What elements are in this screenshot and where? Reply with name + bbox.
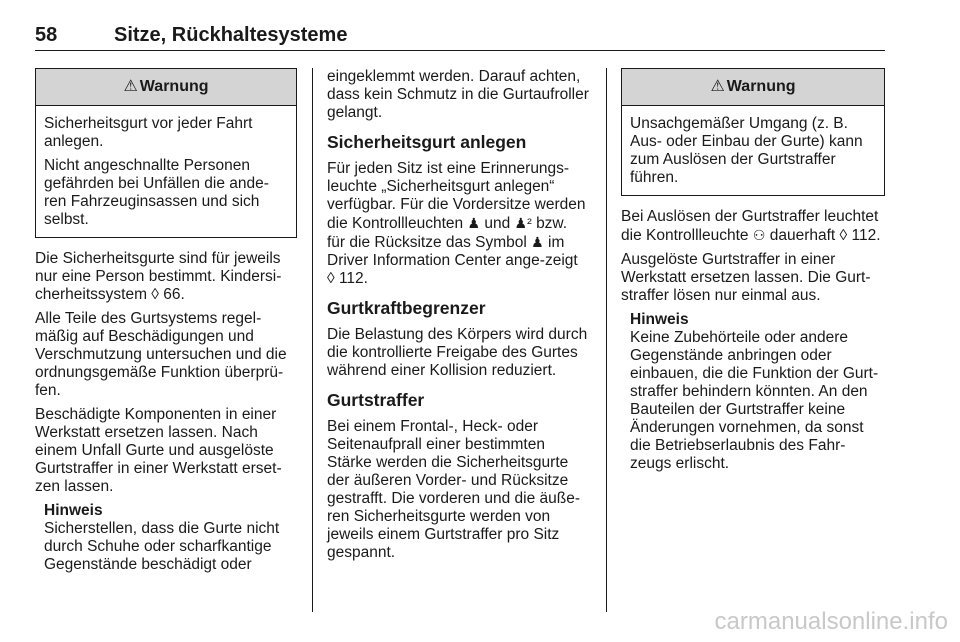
column-divider: [606, 68, 607, 612]
note-text: Keine Zubehörteile oder andere Gegenstände anbringen oder einbauen, die die Funktion der Gurt-straffer behindern könnten. An den Bauteilen der Gurtstraffer keine Änderungen vornehmen, da sonst die Betriebserlaubnis des Fahr-zeugs erlischt.: [630, 329, 879, 472]
warning-text: Nicht angeschnallte Personen gefährden bei Unfällen die ande-ren Fahrzeuginsassen und sich selbst.: [44, 157, 269, 228]
column-1: [35, 68, 297, 574]
note-title: Hinweis: [630, 311, 689, 328]
warning-box: [35, 68, 297, 238]
note-box: [630, 311, 885, 473]
seatbelt-reminder-icon: ♟: [531, 234, 544, 250]
paragraph: Ausgelöste Gurtstraffer in einer Werkstatt ersetzen lassen. Die Gurt-straffer lösen nur einmal aus.: [621, 251, 871, 304]
section-heading: Gurtstraffer: [327, 390, 425, 410]
watermark: carmanualsonline.info: [714, 608, 948, 635]
warning-title: Warnung: [726, 78, 796, 95]
paragraph: Die Belastung des Körpers wird durch die kontrollierte Freigabe des Gurtes während einer Kollision reduziert.: [327, 326, 588, 379]
warning-text: Sicherheitsgurt vor jeder Fahrt anlegen.: [44, 115, 253, 150]
seatbelt-reminder-2-icon: ♟²: [514, 215, 532, 231]
paragraph: Bei Auslösen der Gurtstraffer leuchtet die Kontrollleuchte ⚇ dauerhaft ◊ 112.: [621, 208, 881, 244]
warning-body: [622, 106, 884, 195]
paragraph: Bei einem Frontal-, Heck- oder Seitenaufprall einer bestimmten Stärke werden die Sicherheitsgurte der äußeren Vorder- und Rücksitze gestrafft. Die vorderen und die äuße-ren Sicherheitsgurte werden von jeweils einem Gurtstraffer pro Sitz gespannt.: [327, 418, 581, 561]
warning-header: [622, 69, 884, 106]
note-text: Sicherstellen, dass die Gurte nicht durch Schuhe oder scharfkantige Gegenstände beschädigt oder: [44, 520, 280, 573]
airbag-pretensioner-icon: ⚇: [752, 227, 766, 243]
warning-body: [36, 106, 296, 237]
warning-triangle-icon: ⚠: [710, 78, 725, 95]
warning-triangle-icon: ⚠: [123, 78, 138, 95]
chapter-title: Sitze, Rückhaltesysteme: [114, 24, 348, 46]
paragraph: Für jeden Sitz ist eine Erinnerungs-leuchte „Sicherheitsgurt anlegen“ verfügbar. Für die Vordersitze werden die Kontrollleuchten ♟ und ♟² bzw. für die Rücksitze das Symbol ♟ im Driver Information Center ange-zeigt ◊ 112.: [327, 160, 586, 287]
section-heading: Sicherheitsgurt anlegen: [327, 132, 527, 152]
section-heading: Gurtkraftbegrenzer: [327, 298, 486, 318]
page-header: [35, 22, 885, 51]
paragraph: Die Sicherheitsgurte sind für jeweils nur eine Person bestimmt. Kindersi-cherheitssystem ◊ 66.: [35, 250, 282, 303]
column-3: [621, 68, 885, 473]
warning-text: Unsachgemäßer Umgang (z. B. Aus- oder Einbau der Gurte) kann zum Auslösen der Gurtstraffer führen.: [630, 115, 863, 186]
warning-header: [36, 69, 296, 106]
warning-title: Warnung: [139, 78, 209, 95]
paragraph: Alle Teile des Gurtsystems regel-mäßig auf Beschädigungen und Verschmutzung untersuchen und die ordnungsgemäße Funktion überprü-fen.: [35, 310, 287, 399]
note-box: [44, 502, 297, 574]
column-divider: [312, 68, 313, 612]
seatbelt-reminder-icon: ♟: [467, 215, 481, 231]
page-number: 58: [35, 24, 58, 46]
paragraph: eingeklemmt werden. Darauf achten, dass kein Schmutz in die Gurtaufroller gelangt.: [327, 68, 589, 121]
column-2: [327, 68, 589, 568]
warning-box: [621, 68, 885, 196]
paragraph: Beschädigte Komponenten in einer Werkstatt ersetzen lassen. Nach einem Unfall Gurte und ausgelöste Gurtstraffer in einer Werkstatt erset-zen lassen.: [35, 406, 282, 495]
note-title: Hinweis: [44, 502, 103, 519]
